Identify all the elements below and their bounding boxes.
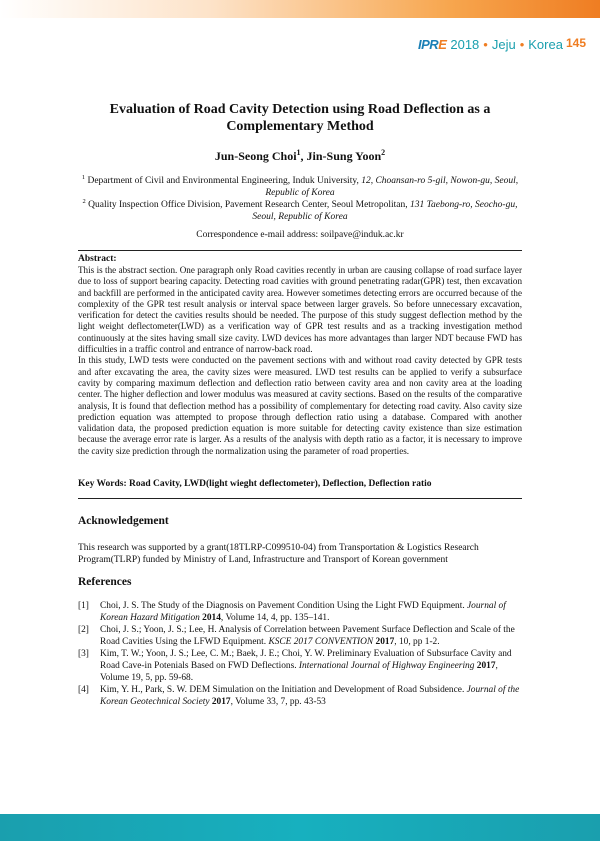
reference-number: [1] xyxy=(78,601,89,611)
divider-top xyxy=(78,250,522,251)
reference-details: , Volume 14, 4, pp. 135–141. xyxy=(220,612,330,623)
logo-text-e: E xyxy=(438,36,447,52)
abstract-body xyxy=(78,265,522,457)
reference-text xyxy=(100,625,522,648)
conference-location-country: Korea xyxy=(528,36,563,52)
reference-list xyxy=(78,601,522,709)
conference-header xyxy=(418,34,586,54)
reference-journal: Journal of Korean Hazard Mitigation xyxy=(100,601,506,623)
conference-year: 2018 xyxy=(450,36,480,52)
author-name: Jun-Seong Choi xyxy=(214,149,297,163)
top-banner-bar xyxy=(0,0,600,18)
conference-logo xyxy=(418,37,446,52)
reference-year: 2017 xyxy=(209,696,231,707)
separator-dot: • xyxy=(519,36,525,52)
reference-text xyxy=(100,601,522,624)
abstract-paragraph-1: This is the abstract section. One paragraph only Road cavities recently in urban are causing collapse of road surface layer due to loss of support bearing capacity. Detecting road cavities with ground penetrating radar(GPR) test, then excavation and backfill are performed in the anticipated cavity area. However sometimes detecting errors are occurred because of the complexity of the GPR test result analysis or interval space between larger gravels. So before unnecessary excavation, verification for detect the cavities results should be needed. The purpose of this study suggest deflection method by the light weight deflectometer(LWD) as a verification way of GPR test results and as a tracking investigation method continuously at the sites having small size cavity. LWD devices has more advantages than larger NDT because FWD has difficulties in a traffic control and entrance of narrow-back road. xyxy=(78,265,522,355)
author-list xyxy=(80,148,520,164)
paper-title xyxy=(80,101,520,135)
references-heading: References xyxy=(78,576,132,588)
reference-journal: KSCE 2017 CONVENTION xyxy=(268,636,374,647)
affiliation-2 xyxy=(80,196,520,223)
reference-text xyxy=(100,685,522,708)
reference-authors-title: Choi, J. S. The Study of the Diagnosis on Pavement Condition Using the Light FWD Equipment. xyxy=(100,601,468,611)
reference-item xyxy=(78,649,522,684)
reference-year: 2014 xyxy=(199,612,221,623)
affiliation-org: Department of Civil and Environmental Engineering, Induk University, xyxy=(85,176,362,187)
affiliation-address: 12, Choansan-ro 5-gil, Nowon-gu, Seoul, Republic of Korea xyxy=(265,176,519,199)
author-affiliation-mark: 1 xyxy=(296,148,301,157)
reference-details: , Volume 19, 5, pp. 59-68. xyxy=(100,660,498,683)
reference-item xyxy=(78,601,522,624)
reference-year: 2017 xyxy=(474,660,496,671)
reference-details: , 10, pp 1-2. xyxy=(394,636,440,647)
reference-year: 2017 xyxy=(373,636,395,647)
reference-journal: Journal of the Korean Geotechnical Society xyxy=(100,685,520,707)
reference-details: , Volume 33, 7, pp. 43-53 xyxy=(230,696,326,707)
acknowledgement-heading: Acknowledgement xyxy=(78,515,169,527)
abstract-paragraph-2: In this study, LWD tests were conducted on the pavement sections with and without road cavity detected by GPR tests and after excavating the area, the cavity sizes were measured. LWD test results can be applied to verify a subsurface cavity by comparing maximum deflection and deflection ratio between cavity area and non cavity area at the loading center. The higher deflection and lower modulus was measured at cavity sections. Based on the results of the comparative analysis, It is found that deflection method has a possibility of complementary for detecting road cavity. Also cavity size prediction equation was attempted to propose through deflection ratio using a database. Compared with another validation data, the proposed prediction equation is more suitable for detecting cavity existence than size estimation because the average error rate is larger. As a results of the analysis with depth ratio as a factor, it is necessary to improve the cavity size prediction through the normalization using the parameter of road properties. xyxy=(78,355,522,456)
author-separator: , xyxy=(300,149,307,163)
reference-number: [2] xyxy=(78,625,89,636)
divider-bottom xyxy=(78,498,522,499)
abstract-heading: Abstract: xyxy=(78,254,117,264)
reference-text xyxy=(100,649,522,684)
keywords: Key Words: Road Cavity, LWD(light wieght deflectometer), Deflection, Deflection ratio xyxy=(78,479,432,489)
reference-item xyxy=(78,625,522,648)
separator-dot: • xyxy=(483,36,488,52)
bottom-banner-bar xyxy=(0,814,600,841)
reference-item xyxy=(78,685,522,708)
reference-number: [3] xyxy=(78,649,89,660)
conference-location-city: Jeju xyxy=(491,36,516,52)
reference-authors-title: Kim, T. W.; Yoon, J. S.; Lee, C. M.; Baek, J. E.; Choi, Y. W. Preliminary Evaluation of Subsurface Cavity and Road Cave-in Potenials Based on FWD Deflections. xyxy=(100,649,512,671)
reference-journal: International Journal of Highway Engineering xyxy=(298,660,475,671)
author-affiliation-mark: 2 xyxy=(381,148,386,157)
reference-authors-title: Kim, Y. H., Park, S. W. DEM Simulation on the Initiation and Development of Road Subsidence. xyxy=(100,685,467,696)
title-line-2: Complementary Method xyxy=(226,119,374,134)
affiliation-mark: 1 xyxy=(81,174,86,181)
logo-text-ipr: IPR xyxy=(418,36,439,52)
correspondence-email: Correspondence e-mail address: soilpave@induk.ac.kr xyxy=(196,230,404,240)
affiliation-mark: 2 xyxy=(82,198,86,205)
author-name: Jin-Sung Yoon xyxy=(306,149,382,163)
affiliation-org: Quality Inspection Office Division, Pavement Research Center, Seoul Metropolitan, xyxy=(85,200,410,211)
reference-number: [4] xyxy=(78,685,89,696)
affiliation-address: 131 Taebong-ro, Seocho-gu, Seoul, Republic of Korea xyxy=(252,200,518,223)
title-line-1: Evaluation of Road Cavity Detection using Road Deflection as a xyxy=(109,102,491,117)
reference-authors-title: Choi, J. S.; Yoon, J. S.; Lee, H. Analysis of Correlation between Pavement Surface Deflection and Scale of the Road Cavities Using the LFWD Equipment. xyxy=(100,625,515,647)
acknowledgement-text: This research was supported by a grant(18TLRP-C099510-04) from Transportation & Logistics Research Program(TLRP) funded by Ministry of Land, Infrastructure and Transport of Korean government xyxy=(78,543,479,565)
page-number: 145 xyxy=(565,36,586,50)
